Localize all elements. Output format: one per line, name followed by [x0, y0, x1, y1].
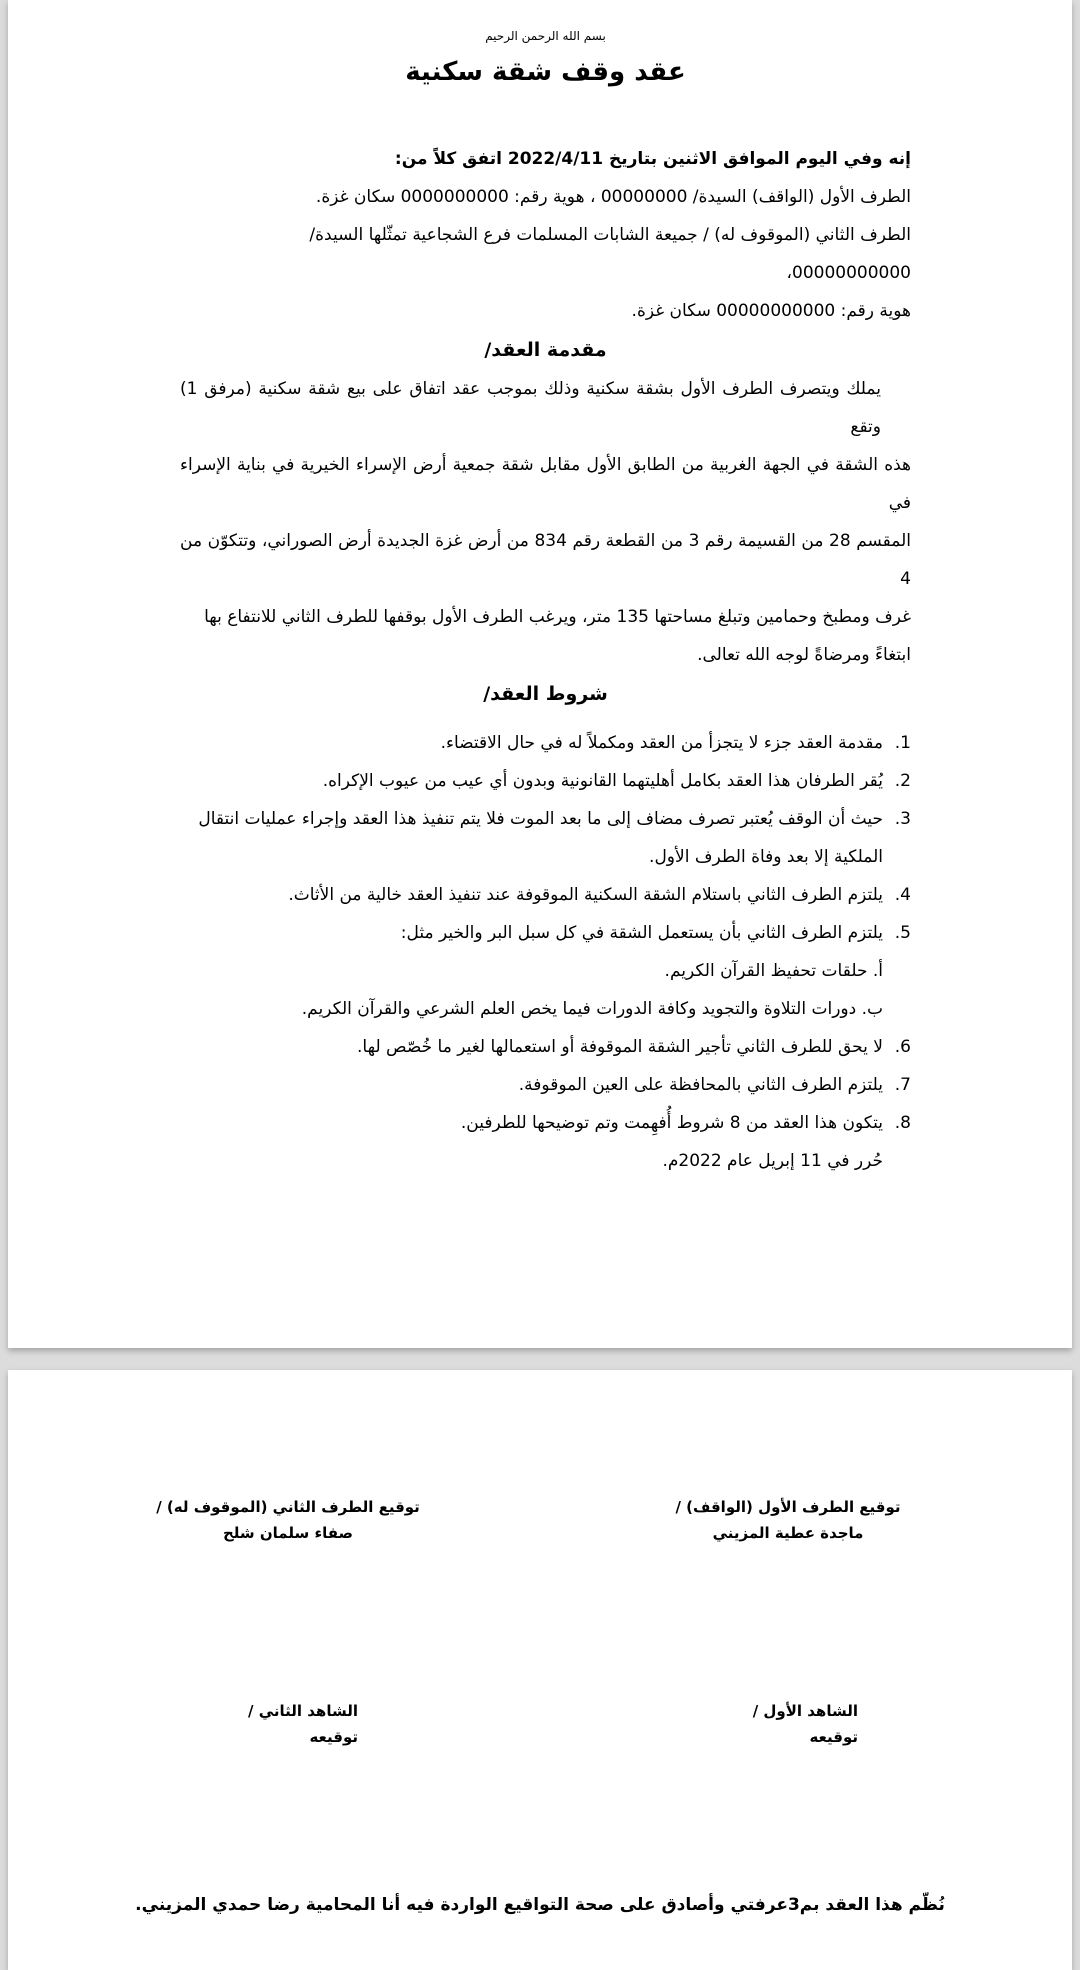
notary-statement: نُظّم هذا العقد بم3عرفتي وأصادق على صحة التواقيع الواردة فيه أنا المحامية رضا حمدي المزيني.	[135, 1895, 945, 1915]
preamble-line: هذه الشقة في الجهة الغربية من الطابق الأول مقابل شقة جمعية أرض الإسراء الخيرية في بناية الإسراء في	[180, 455, 911, 513]
term-item	[180, 762, 911, 800]
second-party-line-2: هوية رقم: 00000000000 سكان غزة.	[631, 301, 911, 321]
first-witness-label: الشاهد الأول /	[752, 1702, 858, 1720]
term-subitem: ب. دورات التلاوة والتجويد وكافة الدورات فيما يخص العلم الشرعي والقرآن الكريم.	[301, 999, 883, 1019]
second-witness-signature: توقيعه	[309, 1728, 358, 1746]
term-item	[180, 800, 911, 838]
first-party-line: الطرف الأول (الواقف) السيدة/ 00000000 ، هوية رقم: 0000000000 سكان غزة.	[315, 187, 911, 207]
term-text: يلتزم الطرف الثاني بأن يستعمل الشقة في كل سبل البر والخير مثل:	[400, 923, 883, 943]
term-number: 6.	[894, 1037, 911, 1057]
preamble-line: غرف ومطبخ وحمامين وتبلغ مساحتها 135 متر، ويرغب الطرف الأول بوقفها للطرف الثاني للانتفاع بها	[204, 607, 911, 627]
term-text: مقدمة العقد جزء لا يتجزأ من العقد ومكملاً له في حال الاقتضاء.	[440, 733, 883, 753]
terms-heading: شروط العقد/	[483, 683, 608, 705]
term-text: يُقر الطرفان هذا العقد بكامل أهليتهما القانونية وبدون أي عيب من عيوب الإكراه.	[322, 771, 883, 791]
second-witness	[188, 1698, 358, 1750]
term-number: 4.	[894, 885, 911, 905]
term-item	[180, 876, 911, 914]
term-item	[180, 1028, 911, 1066]
document-title: عقد وقف شقة سكنية	[405, 57, 686, 87]
term-number: 5.	[894, 923, 911, 943]
second-party-line-1: الطرف الثاني (الموقوف له) / جميعة الشابات المسلمات فرع الشجاعية تمثّلها السيدة/ 00000000000،	[309, 225, 911, 283]
second-witness-label: الشاهد الثاني /	[248, 1702, 358, 1720]
first-party-name: ماجدة عطية المزيني	[712, 1524, 864, 1542]
preamble-heading: مقدمة العقد/	[484, 339, 607, 361]
document-page-2	[8, 1370, 1072, 1970]
term-subitem: أ. حلقات تحفيظ القرآن الكريم.	[664, 961, 883, 981]
term-text: يتكون هذا العقد من 8 شروط أُفهِمت وتم توضيحها للطرفين.	[460, 1113, 883, 1133]
document-body	[180, 24, 911, 1180]
intro-line: إنه وفي اليوم الموافق الاثنين بتاريخ 2022/4/11 اتفق كلاً من:	[394, 149, 911, 169]
term-item	[180, 724, 911, 762]
term-item	[180, 1104, 911, 1142]
second-party-signature-label: توقيع الطرف الثاني (الموقوف له) /	[156, 1498, 420, 1516]
term-item	[180, 1066, 911, 1104]
term-number: 7.	[894, 1075, 911, 1095]
term-number: 1.	[894, 733, 911, 753]
first-party-signature-label: توقيع الطرف الأول (الواقف) /	[675, 1498, 901, 1516]
term-item	[180, 914, 911, 952]
first-witness	[688, 1698, 858, 1750]
document-page-1	[8, 0, 1072, 1348]
second-party-signature	[108, 1494, 468, 1546]
first-witness-signature: توقيعه	[809, 1728, 858, 1746]
term-text: حيث أن الوقف يُعتبر تصرف مضاف إلى ما بعد الموت فلا يتم تنفيذ هذا العقد وإجراء عمليات انتقال	[198, 809, 883, 829]
first-party-signature	[608, 1494, 968, 1546]
term-text: يلتزم الطرف الثاني بالمحافظة على العين الموقوفة.	[518, 1075, 883, 1095]
dated-line: حُرر في 11 إبريل عام 2022م.	[662, 1151, 883, 1171]
basmala: بسم الله الرحمن الرحيم	[485, 29, 606, 43]
preamble-line: المقسم 28 من القسيمة رقم 3 من القطعة رقم 834 من أرض غزة الجديدة أرض الصوراني، وتتكوّن من 4	[180, 531, 912, 589]
term-continuation: الملكية إلا بعد وفاة الطرف الأول.	[649, 847, 883, 867]
term-number: 2.	[894, 771, 911, 791]
preamble-line: يملك ويتصرف الطرف الأول بشقة سكنية وذلك بموجب عقد اتفاق على بيع شقة سكنية (مرفق 1) وتقع	[180, 379, 881, 437]
term-number: 3.	[894, 809, 911, 829]
preamble-line: ابتغاءً ومرضاةً لوجه الله تعالى.	[697, 645, 911, 665]
term-number: 8.	[894, 1113, 911, 1133]
second-party-name: صفاء سلمان شلح	[222, 1524, 354, 1542]
term-text: يلتزم الطرف الثاني باستلام الشقة السكنية الموقوفة عند تنفيذ العقد خالية من الأثاث.	[288, 885, 883, 905]
term-text: لا يحق للطرف الثاني تأجير الشقة الموقوفة أو استعمالها لغير ما خُصّص لها.	[357, 1037, 883, 1057]
